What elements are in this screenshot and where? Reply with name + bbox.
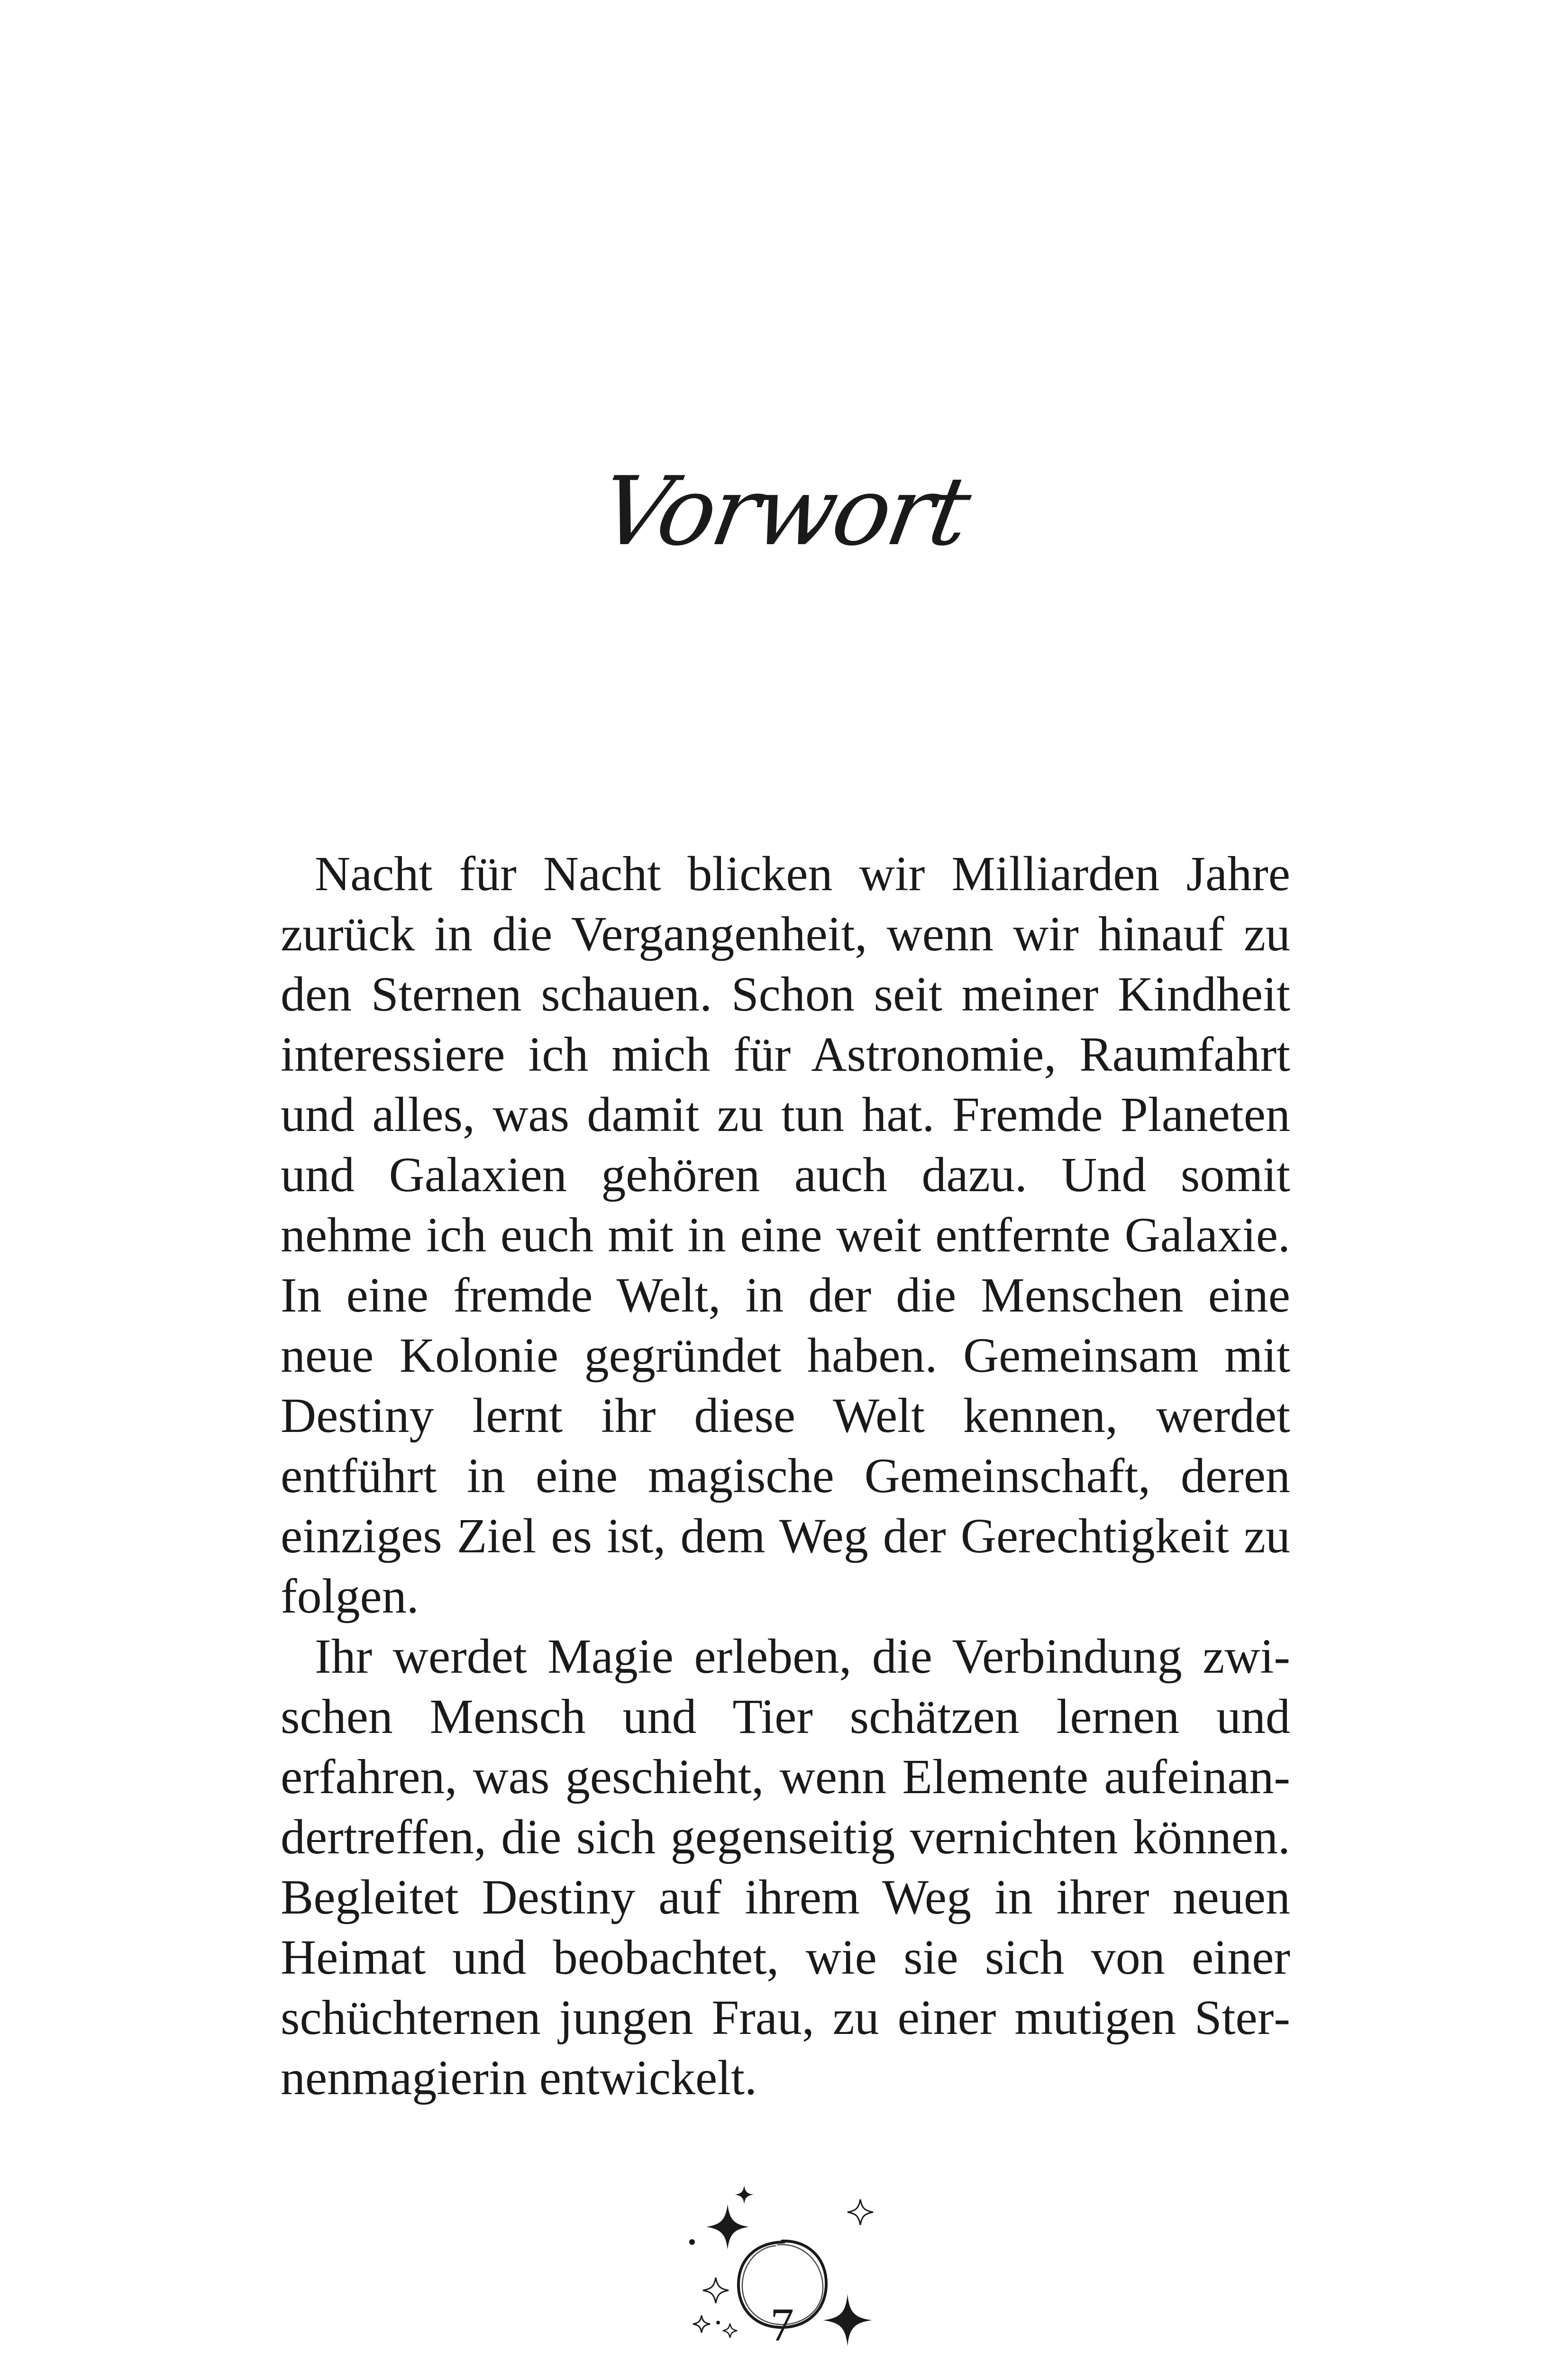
star-dot-2	[716, 2321, 720, 2324]
star-dot-1	[689, 2239, 695, 2245]
star-outline-bottom-1	[703, 2278, 729, 2303]
star-outline-right	[848, 2199, 873, 2225]
page-number: 7	[770, 2298, 794, 2351]
star-small-top	[735, 2185, 754, 2204]
star-outline-bottom-2	[693, 2315, 710, 2333]
paragraph-2: Ihr werdet Magie erleben, die Verbindung zwischen Mensch und Tier schätzen lernen und erfahren, was geschieht, wenn Elemente aufeinandertreffen, die sich gegenseitig vernichten können. Begleitet Destiny auf ihrem Weg in ihrer neuen Heimat und beobachtet, wie sie sich von einer schüchternen jungen Frau, zu einer mutigen Sternenmagierin entwickelt.	[281, 1629, 1290, 2105]
star-large-bottom	[823, 2294, 872, 2346]
star-outline-bottom-3	[723, 2324, 737, 2338]
body-text	[281, 844, 1290, 2108]
star-large-top	[706, 2204, 749, 2250]
paragraph-1: Nacht für Nacht blicken wir Milliarden Jahre zurück in die Vergangenheit, wenn wir hinauf zu den Sternen schauen. Schon seit meiner Kindheit interessiere ich mich für Astronomie, Raumfahrt und alles, was damit zu tun hat. Fremde Planeten und Galaxien gehören auch dazu. Und somit nehme ich euch mit in eine weit entfernte Galaxie. In eine fremde Welt, in der die Menschen eine neue Kolonie gegründet haben. Gemeinsam mit Destiny lernt ihr diese Welt kennen, werdet entführt in eine magische Gemeinschaft, deren einziges Ziel es ist, dem Weg der Gerechtigkeit zu folgen.	[281, 847, 1290, 1623]
chapter-title: Vorwort	[592, 456, 976, 567]
